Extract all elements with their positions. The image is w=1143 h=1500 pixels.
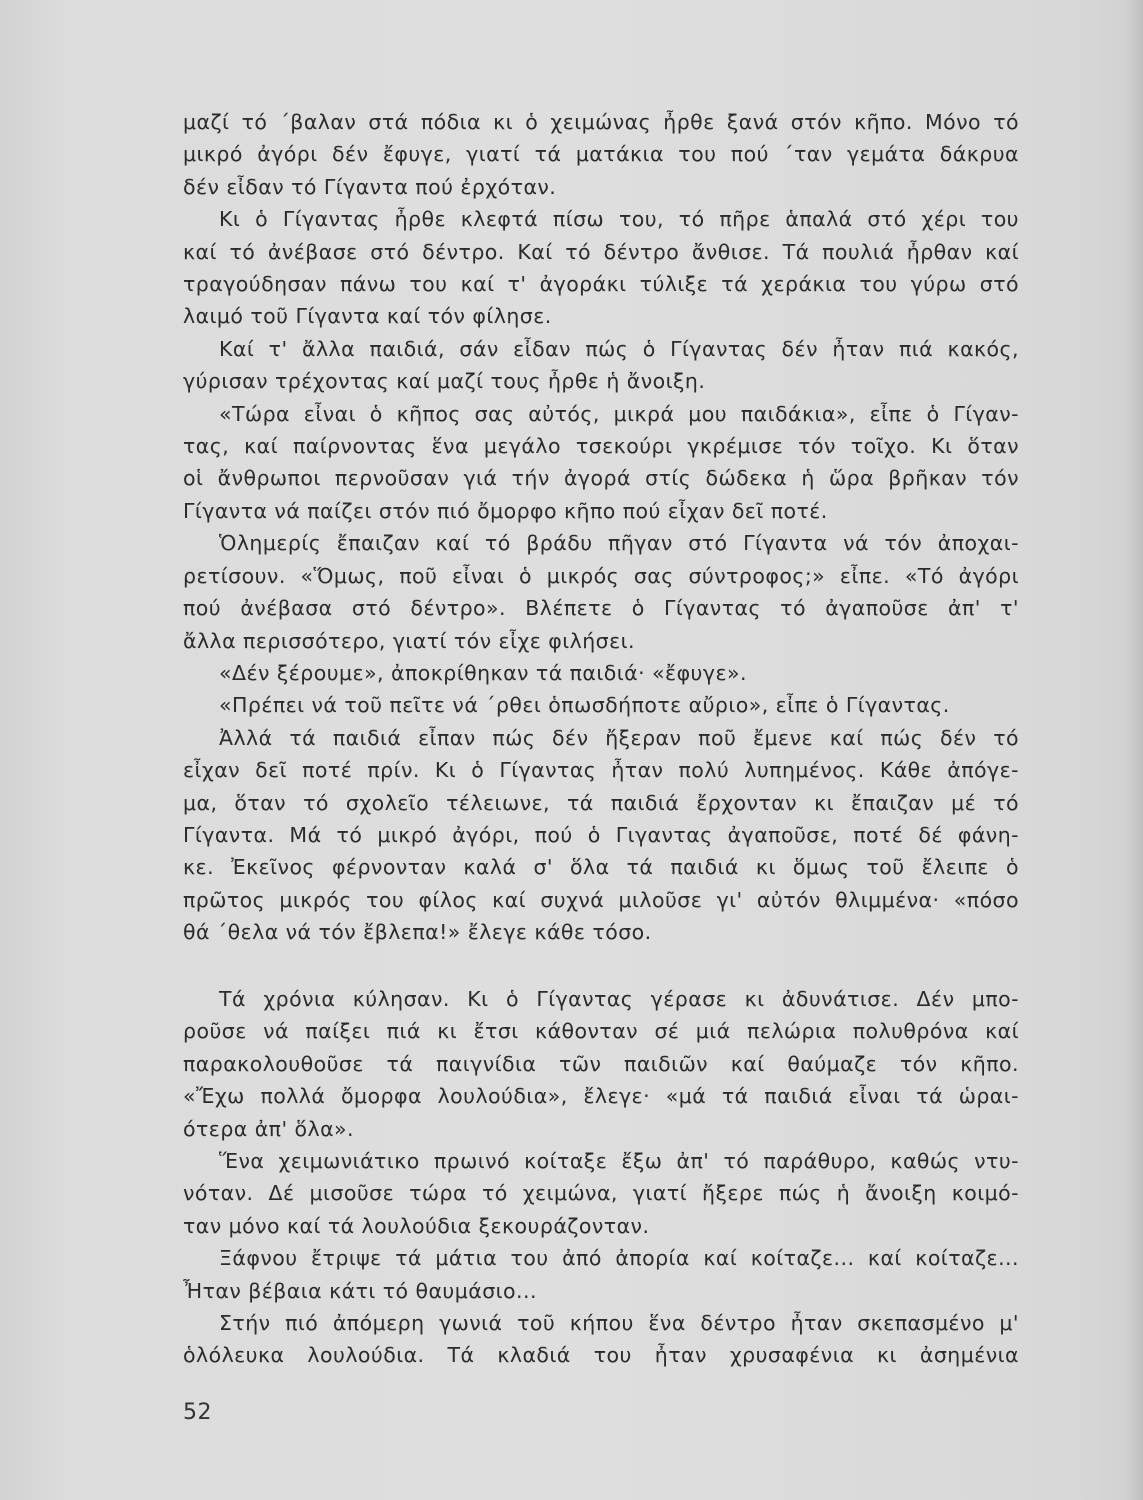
text-line: παρακολουθοῦσε τά παιγνίδια τῶν παιδιῶν καί θαύμαζε τόν κῆπο. [183,1051,1019,1076]
text-line: ὁλόλευκα λουλούδια. Τά κλαδιά του ἦταν χρυσαφένια κι ἀσημένια [183,1343,1019,1368]
text-line: δέν εἶδαν τό Γίγαντα πού ἐρχόταν. [183,174,557,199]
text-section-2 [183,983,1019,1372]
text-line: ρετίσουν. «Ὅμως, ποῦ εἶναι ὁ μικρός σας σύντροφος;» εἶπε. «Τό ἀγόρι [183,563,1019,588]
text-line: πού ἀνέβασα στό δέντρο». Βλέπετε ὁ Γίγαντας τό ἀγαποῦσε ἀπ' τ' [183,596,1019,621]
text-line: μα, ὅταν τό σχολεῖο τέλειωνε, τά παιδιά ἔρχονταν κι ἔπαιζαν μέ τό [183,790,1019,815]
page-edge-shadow [1125,0,1143,1500]
page-number: 52 [183,1400,212,1425]
text-line: Γίγαντα. Μά τό μικρό ἀγόρι, πού ὁ Γιγαντας ἀγαποῦσε, ποτέ δέ φάνη- [183,822,1019,847]
text-line: Στήν πιό ἀπόμερη γωνιά τοῦ κήπου ἕνα δέντρο ἦταν σκεπασμένο μ' [219,1311,1019,1336]
text-line: Γίγαντα νά παίζει στόν πιό ὄμορφο κῆπο πού εἶχαν δεῖ ποτέ. [183,498,828,523]
text-line: νόταν. Δέ μισοῦσε τώρα τό χειμώνα, γιατί ἤξερε πώς ἡ ἄνοιξη κοιμό- [183,1181,1019,1206]
text-line: εἶχαν δεῖ ποτέ πρίν. Κι ὁ Γίγαντας ἦταν πολύ λυπημένος. Κάθε ἀπόγε- [183,758,1019,783]
text-line: Ἕνα χειμωνιάτικο πρωινό κοίταξε ἔξω ἀπ' τό παράθυρο, καθώς ντυ- [219,1149,1019,1174]
text-line: Ὁλημερίς ἔπαιζαν καί τό βράδυ πῆγαν στό Γίγαντα νά τόν ἀποχαι- [219,531,1019,556]
text-line: γύρισαν τρέχοντας καί μαζί τους ἦρθε ἡ ἄνοιξη. [183,369,706,394]
text-line: Ἀλλά τά παιδιά εἶπαν πώς δέν ἤξεραν ποῦ ἔμενε καί πώς δέν τό [219,725,1019,750]
text-line: «Τώρα εἶναι ὁ κῆπος σας αὐτός, μικρά μου παιδάκια», εἶπε ὁ Γίγαν- [219,401,1019,426]
text-line: ἄλλα περισσότερο, γιατί τόν εἶχε φιλήσει. [183,628,635,653]
text-line: ταν μόνο καί τά λουλούδια ξεκουράζονταν. [183,1213,650,1238]
text-line: τας, καί παίρνοντας ἕνα μεγάλο τσεκούρι γκρέμισε τόν τοῖχο. Κι ὅταν [183,434,1019,459]
text-line: οἱ ἄνθρωποι περνοῦσαν γιά τήν ἀγορά στίς δώδεκα ἡ ὥρα βρῆκαν τόν [183,466,1019,491]
text-section-1 [183,106,1019,949]
text-line: ότερα ἀπ' ὅλα». [183,1116,355,1141]
text-line: μαζί τό ΄βαλαν στά πόδια κι ὁ χειμώνας ἦρθε ξανά στόν κῆπο. Μόνο τό [183,110,1019,134]
text-line: καί τό ἀνέβασε στό δέντρο. Καί τό δέντρο ἄνθισε. Τά πουλιά ἦρθαν καί [183,239,1019,264]
text-line: «Ἔχω πολλά ὄμορφα λουλούδια», ἔλεγε· «μά τά παιδιά εἶναι τά ὡραι- [183,1084,1019,1109]
text-line: «Δέν ξέρουμε», ἀποκρίθηκαν τά παιδιά· «ἔφυγε». [219,660,747,685]
text-line: Καί τ' ἄλλα παιδιά, σάν εἶδαν πώς ὁ Γίγαντας δέν ἦταν πιά κακός, [219,336,1019,361]
text-line: πρῶτος μικρός του φίλος καί συχνά μιλοῦσε γι' αὐτόν θλιμμένα· «πόσο [183,887,1019,912]
text-line: θά ΄θελα νά τόν ἔβλεπα!» ἔλεγε κάθε τόσο. [183,920,652,945]
text-line: Ξάφνου ἔτριψε τά μάτια του ἀπό ἀπορία καί κοίταζε... καί κοίταζε... [219,1246,1019,1271]
text-line: τραγούδησαν πάνω του καί τ' ἀγοράκι τύλιξε τά χεράκια του γύρω στό [183,272,1019,297]
text-line: «Πρέπει νά τοῦ πεῖτε νά ΄ρθει ὁπωσδήποτε αὔριο», εἶπε ὁ Γίγαντας. [219,693,950,718]
text-line: μικρό ἀγόρι δέν ἔφυγε, γιατί τά ματάκια του πού ΄ταν γεμάτα δάκρυα [183,142,1019,167]
text-line: Κι ὁ Γίγαντας ἦρθε κλεφτά πίσω του, τό πῆρε ἁπαλά στό χέρι του [219,207,1019,232]
text-line: Τά χρόνια κύλησαν. Κι ὁ Γίγαντας γέρασε κι ἀδυνάτισε. Δέν μπο- [219,987,1019,1011]
text-line: κε. Ἐκεῖνος φέρνονταν καλά σ' ὅλα τά παιδιά κι ὅμως τοῦ ἔλειπε ὁ [183,855,1019,880]
text-line: ροῦσε νά παίξει πιά κι ἔτσι κάθονταν σέ μιά πελώρια πολυθρόνα καί [183,1019,1019,1044]
text-line: Ἦταν βέβαια κάτι τό θαυμάσιο... [183,1278,537,1303]
text-line: λαιμό τοῦ Γίγαντα καί τόν φίλησε. [183,304,552,329]
